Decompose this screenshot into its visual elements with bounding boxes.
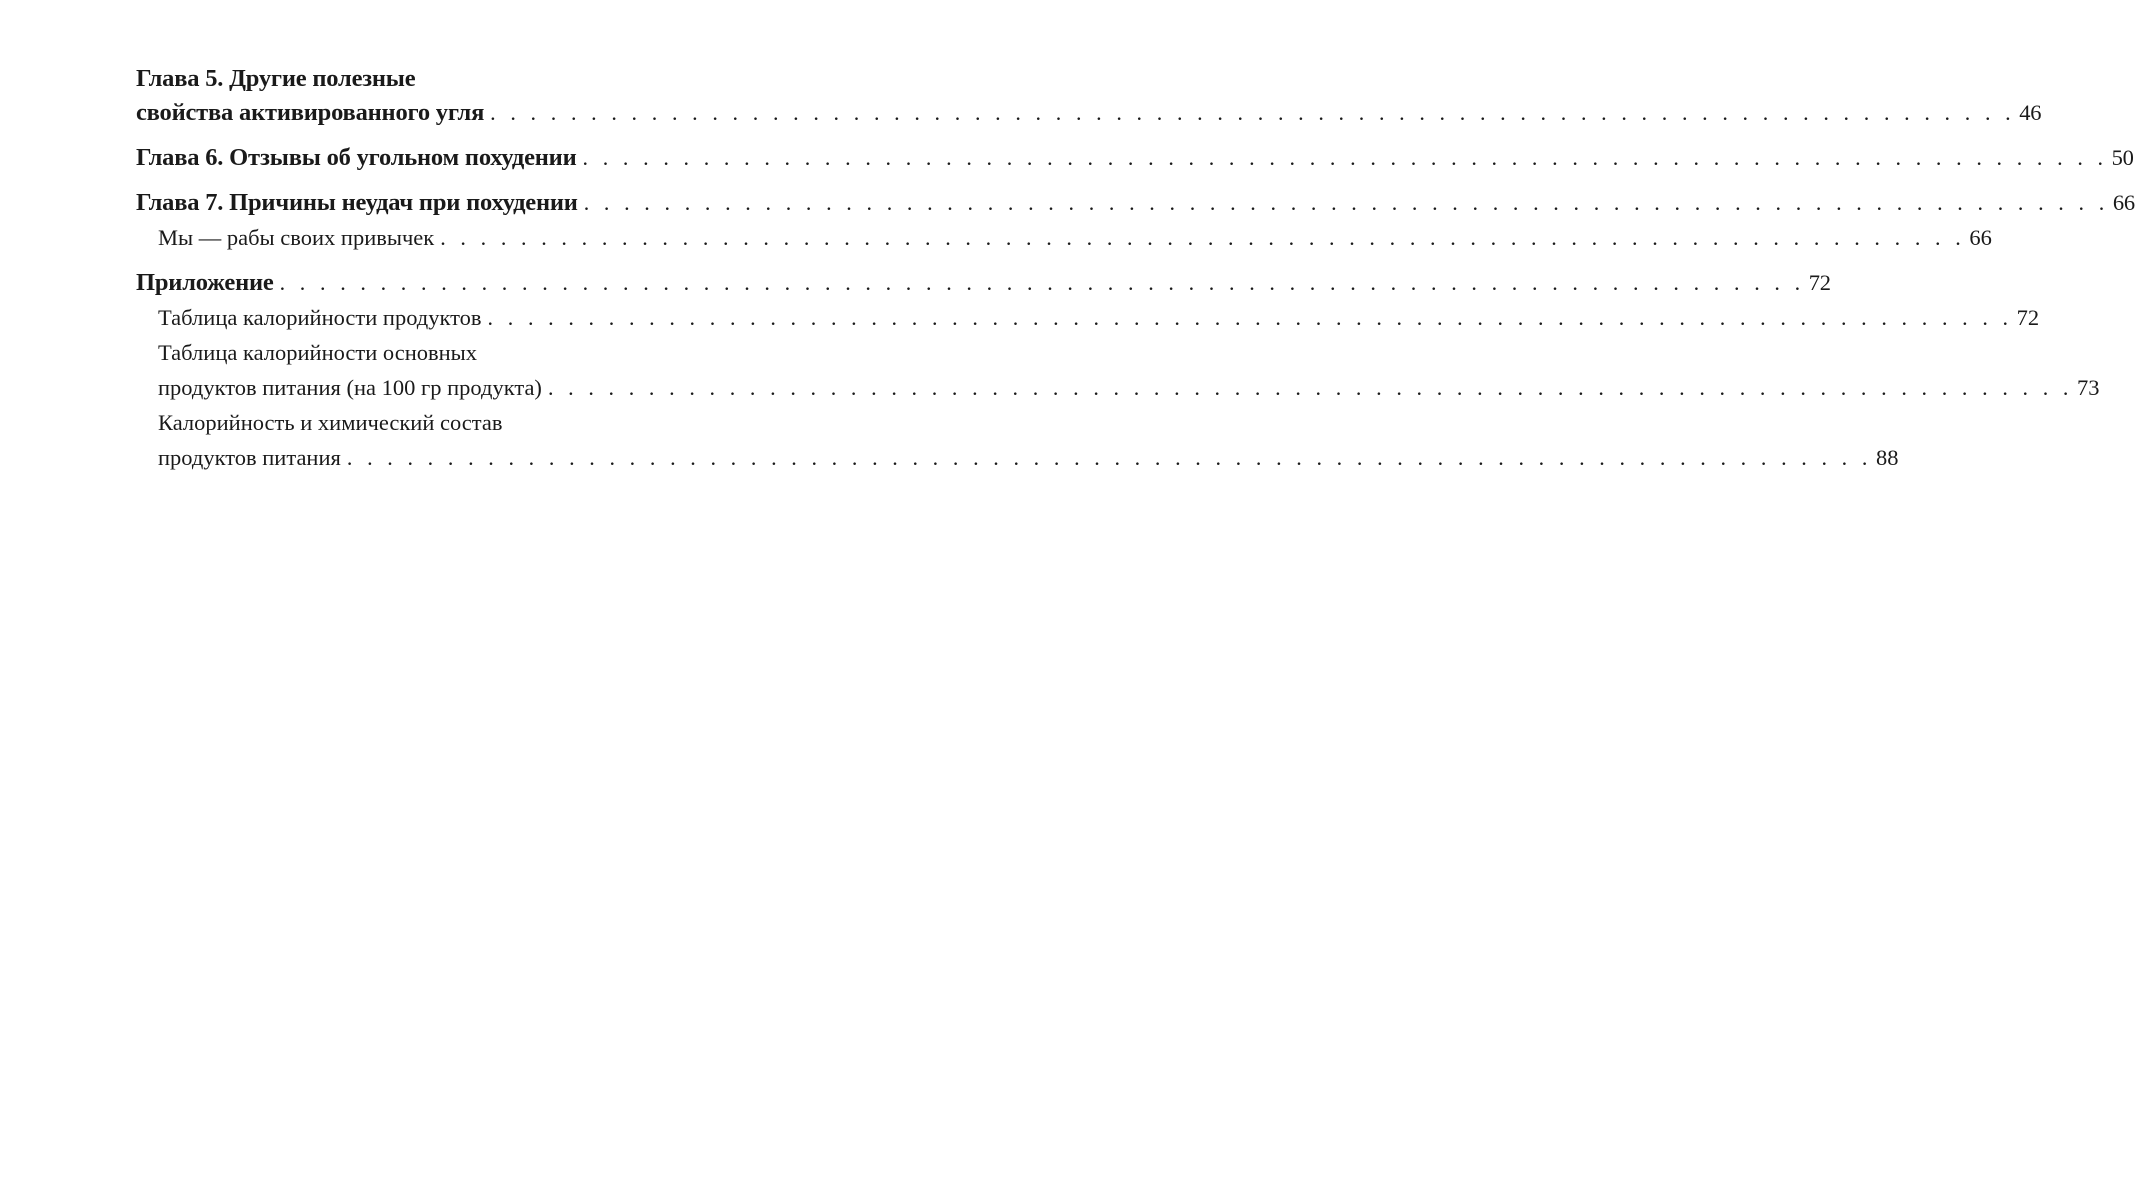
toc-page-number: 88 bbox=[1875, 445, 1899, 470]
toc-entry-title: продуктов питания bbox=[158, 445, 341, 470]
toc-entry-chemical-composition[interactable] bbox=[136, 405, 1899, 475]
toc-entry-title: Приложение bbox=[136, 269, 274, 296]
toc-page-number: 73 bbox=[2077, 375, 2100, 400]
toc-entry-title-line bbox=[158, 440, 1899, 475]
toc-entry-title-line bbox=[158, 335, 802, 370]
toc-entry-title-line bbox=[158, 405, 802, 440]
toc-page-number: 72 bbox=[1808, 270, 1831, 295]
dot-leader: . . . . . . . . . . . . . . . . . . . . . . . . . . . . . . . . . . . . . . . . . . . . . . . . . . . . . . . . . . . . . . . . . . . . . . . . . . . . bbox=[490, 100, 2016, 125]
toc-entry-main-products-table[interactable] bbox=[136, 335, 2100, 405]
toc-entry-title-line bbox=[136, 96, 2042, 130]
toc-entry-title: Таблица калорийности основных bbox=[158, 340, 478, 365]
toc-entry-title: Калорийность и химический состав bbox=[158, 410, 503, 435]
toc-page-number: 46 bbox=[2019, 100, 2042, 125]
toc-entry-title: Глава 6. Отзывы об угольном похудении bbox=[136, 144, 577, 171]
dot-leader: . . . . . . . . . . . . . . . . . . . . . . . . . . . . . . . . . . . . . . . . . . . . . . . . . . . . . . . . . . . . . . . . . . . . . . . . . . . . bbox=[440, 225, 1966, 250]
table-of-contents bbox=[136, 62, 2135, 475]
toc-entry-habits[interactable] bbox=[136, 220, 1992, 255]
toc-page-number: 66 bbox=[1969, 225, 1992, 250]
dot-leader: . . . . . . . . . . . . . . . . . . . . . . . . . . . . . . . . . . . . . . . . . . . . . . . . . . . . . . . . . . . . . . . . . . . . . . . . . . . . bbox=[346, 445, 1872, 470]
toc-entry-title-line bbox=[136, 62, 802, 96]
dot-leader: . . . . . . . . . . . . . . . . . . . . . . . . . . . . . . . . . . . . . . . . . . . . . . . . . . . . . . . . . . . . . . . . . . . . . . . . . . . . bbox=[547, 375, 2074, 400]
dot-leader: . . . . . . . . . . . . . . . . . . . . . . . . . . . . . . . . . . . . . . . . . . . . . . . . . . . . . . . . . . . . . . . . . . . . . . . . . . . . bbox=[583, 190, 2109, 215]
toc-entry-title-line bbox=[136, 141, 2134, 175]
toc-entry-title: продуктов питания (на 100 гр продукта) bbox=[158, 375, 542, 400]
toc-entry-title-line bbox=[158, 300, 2040, 335]
toc-entry-title: Глава 5. Другие полезные bbox=[136, 65, 416, 92]
toc-entry-title: Мы — рабы своих привычек bbox=[158, 225, 435, 250]
dot-leader: . . . . . . . . . . . . . . . . . . . . . . . . . . . . . . . . . . . . . . . . . . . . . . . . . . . . . . . . . . . . . . . . . . . . . . . . . . . . bbox=[582, 145, 2108, 170]
toc-entry-title: свойства активированного угля bbox=[136, 99, 485, 126]
toc-entry-chapter-5[interactable] bbox=[136, 62, 2042, 130]
toc-page-number: 72 bbox=[2016, 305, 2040, 330]
toc-page-number: 66 bbox=[2112, 190, 2135, 215]
toc-entry-chapter-7[interactable] bbox=[136, 186, 2135, 220]
toc-entry-title: Таблица калорийности продуктов bbox=[158, 305, 482, 330]
dot-leader: . . . . . . . . . . . . . . . . . . . . . . . . . . . . . . . . . . . . . . . . . . . . . . . . . . . . . . . . . . . . . . . . . . . . . . . . . . . . bbox=[279, 270, 1805, 295]
toc-entry-calorie-table[interactable] bbox=[136, 300, 2040, 335]
dot-leader: . . . . . . . . . . . . . . . . . . . . . . . . . . . . . . . . . . . . . . . . . . . . . . . . . . . . . . . . . . . . . . . . . . . . . . . . . . . . bbox=[487, 305, 2013, 330]
toc-entry-title: Глава 7. Причины неудач при похудении bbox=[136, 189, 578, 216]
toc-entry-chapter-6[interactable] bbox=[136, 141, 2134, 175]
toc-entry-appendix[interactable] bbox=[136, 266, 1831, 300]
toc-page-number: 50 bbox=[2111, 145, 2134, 170]
toc-entry-title-line bbox=[158, 370, 2100, 405]
toc-entry-title-line bbox=[136, 266, 1831, 300]
toc-entry-title-line bbox=[158, 220, 1992, 255]
toc-entry-title-line bbox=[136, 186, 2135, 220]
